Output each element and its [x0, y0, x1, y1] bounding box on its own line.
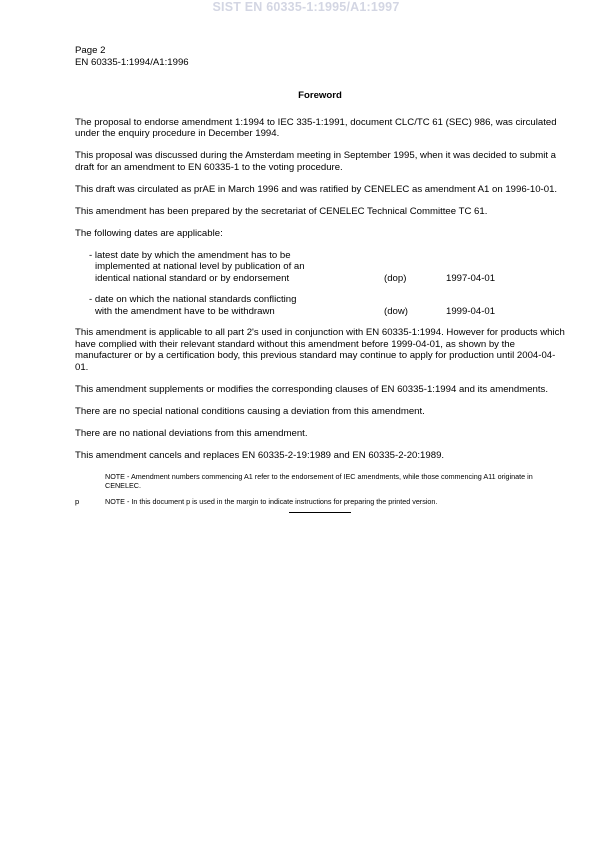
foreword-title: Foreword [298, 90, 342, 101]
page-number: Page 2 [75, 45, 106, 56]
paragraph-circulation: This draft was circulated as prAE in March 1996 and was ratified by CENELEC as amendment A1 on 1996-10-01. [75, 183, 558, 195]
date-line: with the amendment have to be withdrawn [95, 305, 275, 317]
paragraph-proposal: The proposal to endorse amendment 1:1994 to IEC 335-1:1991, document CLC/TC 61 (SEC) 986, was circulated under the enquiry procedure in December 1994. [75, 116, 557, 139]
document-page [75, 45, 565, 513]
watermark: SIST EN 60335-1:1995/A1:1997 [212, 0, 400, 14]
note-amendment-numbers [75, 472, 565, 491]
paragraph-secretariat: This amendment has been prepared by the secretariat of CENELEC Technical Committee TC 61. [75, 205, 488, 217]
date-line: implemented at national level by publication of an [95, 261, 305, 272]
paragraph-national-deviations: There are no national deviations from this amendment. [75, 427, 308, 439]
date-line: identical national standard or by endorsement [95, 272, 290, 284]
date-line: - date on which the national standards conflicting [89, 294, 297, 305]
note-text: NOTE - In this document p is used in the margin to indicate instructions for preparing the printed version. [105, 496, 438, 506]
date-value: 1999-04-01 [446, 305, 496, 317]
margin-marker: p [75, 496, 80, 506]
end-rule [289, 512, 351, 513]
date-code: (dow) [384, 305, 408, 317]
date-row-dop [75, 250, 565, 285]
note-margin [75, 472, 105, 491]
date-row-dow [75, 294, 565, 317]
paragraph-applicability: This amendment is applicable to all part 2's used in conjunction with EN 60335-1:1994. However for products which have complied with their relevant standard without this amendment before 1999-04-01, as shown by the manufacturer or by a certification body, this previous standard may continue to apply for production until 2004-04-01. [75, 327, 565, 373]
date-line: - latest date by which the amendment has to be [89, 249, 291, 261]
document-reference: EN 60335-1:1994/A1:1996 [75, 56, 189, 68]
date-description [75, 250, 384, 285]
dates-list [75, 250, 565, 318]
paragraph-supplements: This amendment supplements or modifies the corresponding clauses of EN 60335-1:1994 and its amendments. [75, 383, 549, 395]
note-margin-instructions [75, 497, 565, 507]
paragraph-discussion: This proposal was discussed during the Amsterdam meeting in September 1995, when it was decided to submit a draft for an amendment to EN 60335-1 to the voting procedure. [75, 150, 557, 173]
date-code: (dop) [384, 272, 407, 284]
note-text: NOTE - Amendment numbers commencing A1 refer to the endorsement of IEC amendments, while those commencing A11 originate in CENELEC. [105, 471, 533, 490]
page-header [75, 45, 565, 68]
paragraph-cancels: This amendment cancels and replaces EN 60335-2-19:1989 and EN 60335-2-20:1989. [75, 449, 445, 461]
date-value: 1997-04-01 [446, 272, 496, 284]
paragraph-special-conditions: There are no special national conditions causing a deviation from this amendment. [75, 405, 425, 417]
date-description [75, 294, 384, 317]
paragraph-dates-intro: The following dates are applicable: [75, 227, 223, 239]
